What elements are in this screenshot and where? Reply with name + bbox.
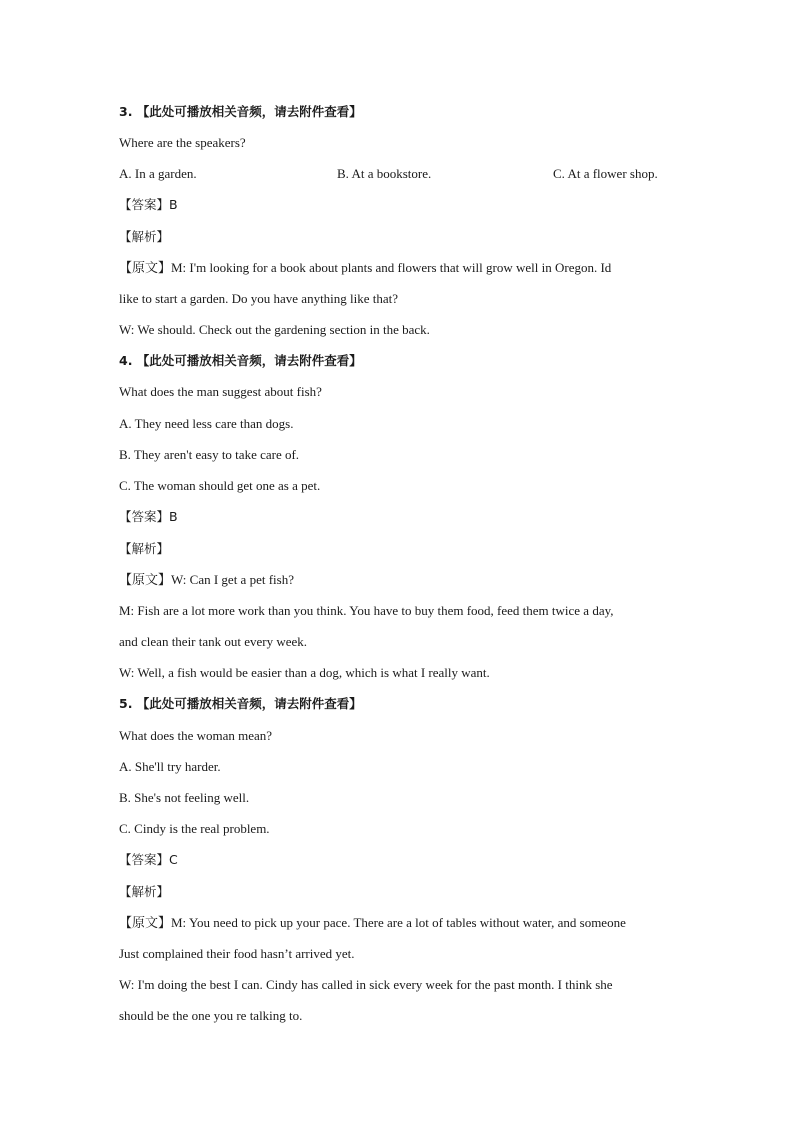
question-4-analysis-label: 【解析】 — [119, 541, 170, 556]
question-4-transcript-line-2: M: Fish are a lot more work than you think. You have to buy them food, feed them twice a day, — [119, 603, 614, 618]
question-3-header: 3. 【此处可播放相关音频，请去附件查看】 — [119, 104, 362, 119]
question-5-answer: 【答案】C — [119, 852, 178, 867]
question-5-option-b: B. She's not feeling well. — [119, 790, 250, 805]
question-3-analysis-label: 【解析】 — [119, 229, 170, 244]
question-4-answer: 【答案】B — [119, 509, 178, 524]
question-5-analysis-label: 【解析】 — [119, 884, 170, 899]
question-3-transcript-line-1: 【原文】M: I'm looking for a book about plants and flowers that will grow well in Oregon. Id — [119, 260, 612, 275]
question-5-transcript-line-1: 【原文】M: You need to pick up your pace. There are a lot of tables without water, and someone — [119, 915, 626, 930]
question-3-option-a: A. In a garden. — [119, 166, 197, 181]
question-5-option-a: A. She'll try harder. — [119, 759, 221, 774]
question-4-transcript-line-4: W: Well, a fish would be easier than a dog, which is what I really want. — [119, 665, 490, 680]
question-4-header: 4. 【此处可播放相关音频，请去附件查看】 — [119, 353, 362, 368]
question-4-transcript-line-3: and clean their tank out every week. — [119, 634, 308, 649]
question-3-text: Where are the speakers? — [119, 135, 246, 150]
question-4-transcript-line-1: 【原文】W: Can I get a pet fish? — [119, 572, 294, 587]
question-4-option-c: C. The woman should get one as a pet. — [119, 478, 321, 493]
question-4-text: What does the man suggest about fish? — [119, 384, 322, 399]
question-3-option-c: C. At a flower shop. — [553, 166, 658, 181]
question-4-option-a: A. They need less care than dogs. — [119, 416, 294, 431]
question-5-transcript-line-2: Just complained their food hasn’t arrived yet. — [119, 946, 355, 961]
question-5-transcript-line-4: should be the one you re talking to. — [119, 1008, 303, 1023]
question-3-transcript-line-3: W: We should. Check out the gardening section in the back. — [119, 322, 430, 337]
question-3-answer: 【答案】B — [119, 197, 178, 212]
question-4-option-b: B. They aren't easy to take care of. — [119, 447, 300, 462]
question-3-transcript-line-2: like to start a garden. Do you have anything like that? — [119, 291, 399, 306]
question-5-header: 5. 【此处可播放相关音频，请去附件查看】 — [119, 696, 362, 711]
question-5-transcript-line-3: W: I'm doing the best I can. Cindy has called in sick every week for the past month. I think she — [119, 977, 613, 992]
question-5-text: What does the woman mean? — [119, 728, 273, 743]
question-3-option-b: B. At a bookstore. — [337, 166, 432, 181]
question-5-option-c: C. Cindy is the real problem. — [119, 821, 270, 836]
